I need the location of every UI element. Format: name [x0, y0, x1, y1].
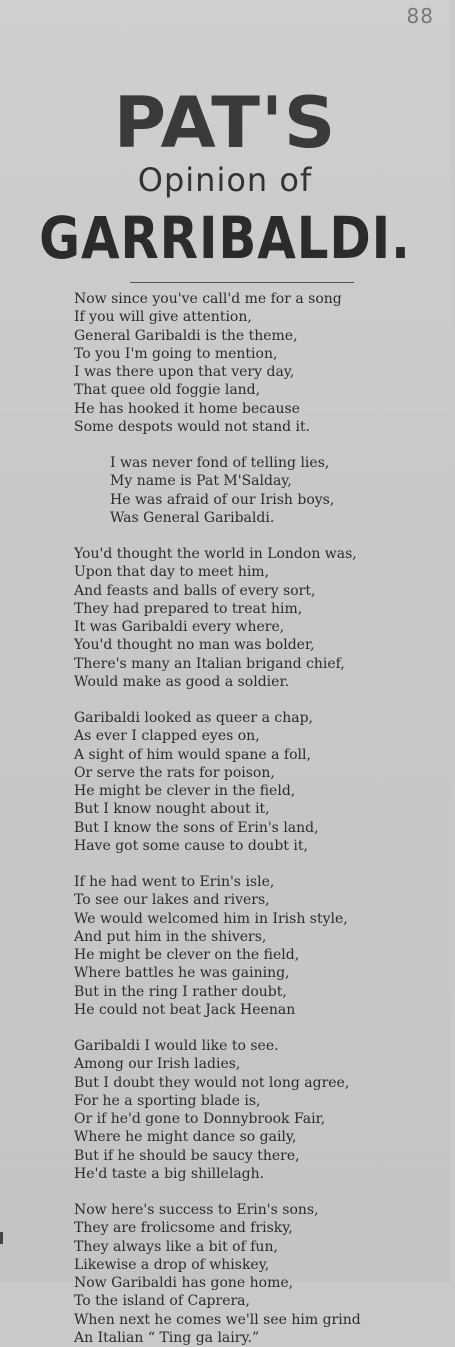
- poem-line: Or if he'd gone to Donnybrook Fair,: [74, 1111, 326, 1127]
- stanza-5: [74, 873, 424, 1019]
- poem-line: You'd thought no man was bolder,: [74, 637, 315, 654]
- poem-line: And feasts and balls of every sort,: [74, 582, 316, 599]
- stanza-6: [74, 1037, 424, 1183]
- poem-line: He might be clever on the field,: [74, 947, 300, 963]
- stanza-1: [74, 290, 424, 436]
- poem-line: When next he comes we'll see him grind: [74, 1311, 361, 1328]
- poem-line: Now since you've call'd me for a song: [74, 291, 342, 307]
- stanza-4: [74, 709, 424, 855]
- poem-line: Garibaldi I would like to see.: [74, 1038, 279, 1054]
- poem-line: He'd taste a big shillelagh.: [74, 1165, 265, 1182]
- title-name: GARRIBALDI.: [39, 204, 411, 272]
- poem-line: He was afraid of our Irish boys,: [110, 491, 335, 508]
- poem-line: An Italian “ Ting ga lairy.”: [74, 1329, 260, 1346]
- poem-line: I was there upon that very day,: [74, 364, 295, 380]
- poem-line: Was General Garibaldi.: [110, 509, 275, 526]
- poem-line: My name is Pat M'Salday,: [110, 473, 292, 490]
- poem-line: But if he should be saucy there,: [74, 1147, 300, 1164]
- poem-line: Have got some cause to doubt it,: [74, 837, 308, 854]
- poem-line: As ever I clapped eyes on,: [74, 728, 260, 745]
- poem-line: He could not beat Jack Heenan: [74, 1001, 296, 1018]
- title-divider: [130, 282, 354, 283]
- poem-line: I was never fond of telling lies,: [110, 455, 330, 471]
- poem-line: Or serve the rats for poison,: [74, 764, 275, 781]
- poem-line: They are frolicsome and frisky,: [74, 1220, 293, 1237]
- poem-line: If he had went to Erin's isle,: [74, 874, 275, 890]
- poem-line: And put him in the shivers,: [74, 928, 267, 945]
- poem-line: But I doubt they would not long agree,: [74, 1074, 350, 1091]
- poem-line: Now Garibaldi has gone home,: [74, 1275, 294, 1291]
- poem-line: If you will give attention,: [74, 309, 252, 326]
- poem-line: To the island of Caprera,: [74, 1293, 250, 1310]
- title-main: PAT'S: [113, 82, 337, 164]
- poem-line: Now here's success to Erin's sons,: [74, 1202, 319, 1218]
- edge-mark: [0, 1232, 3, 1244]
- poem-line: Where battles he was gaining,: [74, 965, 290, 982]
- poem-line: To you I'm going to mention,: [74, 345, 278, 362]
- poem-line: He might be clever in the field,: [74, 783, 296, 799]
- poem-line: There's many an Italian brigand chief,: [74, 655, 345, 672]
- poem-line: A sight of him would spane a foll,: [74, 746, 311, 763]
- poem-line: Upon that day to meet him,: [74, 564, 270, 581]
- poem-line: They always like a bit of fun,: [74, 1238, 278, 1255]
- poem-line: Would make as good a soldier.: [74, 673, 290, 690]
- poem-line: They had prepared to treat him,: [74, 600, 303, 617]
- poem-body: [74, 290, 424, 1347]
- stanza-7: [74, 1201, 424, 1347]
- poem-line: Where he might dance so gaily,: [74, 1129, 297, 1146]
- poem-line: He has hooked it home because: [74, 400, 300, 417]
- poem-line: General Garibaldi is the theme,: [74, 327, 298, 344]
- poem-line: But I know nought about it,: [74, 801, 270, 818]
- title-subtitle: Opinion of: [137, 161, 313, 199]
- poem-line: But in the ring I rather doubt,: [74, 983, 287, 1000]
- stanza-2-chorus: [74, 454, 424, 527]
- poem-line: Garibaldi looked as queer a chap,: [74, 710, 313, 726]
- poem-line: Among our Irish ladies,: [74, 1056, 241, 1073]
- poem-line: That quee old foggie land,: [74, 382, 261, 399]
- page-number: 88: [406, 4, 434, 28]
- poem-line: We would welcomed him in Irish style,: [74, 910, 348, 927]
- poem-line: You'd thought the world in London was,: [74, 546, 357, 562]
- poem-line: For he a sporting blade is,: [74, 1092, 261, 1109]
- poem-line: Some despots would not stand it.: [74, 418, 311, 435]
- poem-line: Likewise a drop of whiskey,: [74, 1256, 270, 1273]
- poem-line: It was Garibaldi every where,: [74, 619, 285, 635]
- poem-line: To see our lakes and rivers,: [74, 892, 270, 909]
- poem-line: But I know the sons of Erin's land,: [74, 819, 319, 836]
- stanza-3: [74, 545, 424, 691]
